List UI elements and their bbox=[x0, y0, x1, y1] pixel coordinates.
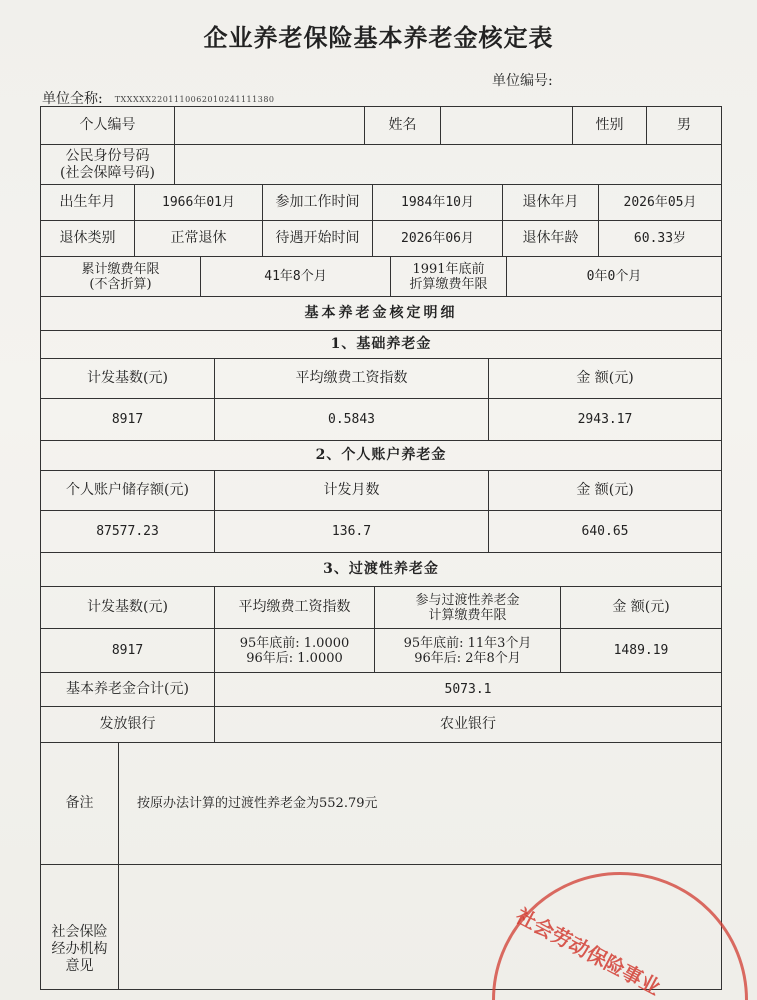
table-row bbox=[41, 511, 721, 553]
table-row bbox=[41, 107, 721, 145]
gender-value: 男 bbox=[677, 117, 691, 133]
birth-label: 出生年月 bbox=[41, 185, 135, 220]
citizen-id-value bbox=[175, 145, 721, 184]
benefit-start-label: 待遇开始时间 bbox=[263, 221, 373, 256]
transition-amount-header: 金 额(元) bbox=[612, 599, 670, 615]
official-seal-text: 社会劳动保险事业 bbox=[511, 903, 665, 1000]
transition-index-header: 平均缴费工资指数 bbox=[215, 587, 375, 628]
name-label: 姓名 bbox=[365, 107, 441, 144]
account-pension-title: 2、个人账户养老金 bbox=[315, 447, 447, 463]
contribution-years-label: 累计缴费年限 (不含折算) bbox=[41, 257, 201, 296]
account-amount-value: 640.65 bbox=[581, 524, 629, 539]
retire-type-value: 正常退休 bbox=[135, 221, 263, 256]
unit-name-value: TXXXXX2201110062010241111380 bbox=[114, 94, 275, 104]
benefit-start-value: 2026年06月 bbox=[373, 221, 503, 256]
table-row bbox=[41, 185, 721, 221]
contribution-years-value: 41年8个月 bbox=[201, 257, 391, 296]
retire-date-label: 退休年月 bbox=[503, 185, 599, 220]
table-row bbox=[41, 257, 721, 297]
table-row bbox=[41, 707, 721, 743]
personal-id-value bbox=[175, 107, 365, 144]
transition-base-value: 8917 bbox=[41, 629, 215, 672]
transition-pension-title: 3、过渡性养老金 bbox=[323, 561, 439, 577]
basic-amount-value: 2943.17 bbox=[577, 412, 633, 427]
account-amount-header: 金 额(元) bbox=[576, 482, 634, 498]
table-row bbox=[41, 441, 721, 471]
bank-value: 农业银行 bbox=[440, 716, 496, 732]
pre1991-years-value: 0年0个月 bbox=[586, 269, 642, 284]
remark-label: 备注 bbox=[41, 743, 119, 864]
table-row bbox=[41, 145, 721, 185]
table-row bbox=[41, 331, 721, 359]
unit-code-label: 单位编号: bbox=[492, 73, 553, 89]
transition-amount-value: 1489.19 bbox=[613, 643, 669, 658]
table-row bbox=[41, 221, 721, 257]
retire-age-label: 退休年龄 bbox=[503, 221, 599, 256]
table-row bbox=[41, 587, 721, 629]
basic-index-header: 平均缴费工资指数 bbox=[215, 359, 489, 398]
name-value bbox=[441, 107, 573, 144]
unit-name-label: 单位全称: bbox=[42, 91, 103, 107]
transition-years-header: 参与过渡性养老金 计算缴费年限 bbox=[375, 587, 561, 628]
table-row bbox=[41, 743, 721, 865]
basic-base-header: 计发基数(元) bbox=[41, 359, 215, 398]
table-row bbox=[41, 673, 721, 707]
basic-index-value: 0.5843 bbox=[215, 399, 489, 440]
retire-age-value: 60.33岁 bbox=[633, 231, 687, 246]
account-months-header: 计发月数 bbox=[215, 471, 489, 510]
account-months-value: 136.7 bbox=[215, 511, 489, 552]
transition-years-value: 95年底前: 11年3个月 96年后: 2年8个月 bbox=[375, 629, 561, 672]
table-row bbox=[41, 553, 721, 587]
bank-label: 发放银行 bbox=[41, 707, 215, 742]
table-row bbox=[41, 359, 721, 399]
transition-base-header: 计发基数(元) bbox=[41, 587, 215, 628]
form-table bbox=[40, 106, 722, 990]
citizen-id-label: 公民身份号码 (社会保障号码) bbox=[41, 145, 175, 184]
table-row bbox=[41, 471, 721, 511]
table-row bbox=[41, 629, 721, 673]
basic-pension-title: 1、基础养老金 bbox=[330, 336, 432, 352]
retire-type-label: 退休类别 bbox=[41, 221, 135, 256]
basic-base-value: 8917 bbox=[41, 399, 215, 440]
pre1991-years-label: 1991年底前 折算缴费年限 bbox=[391, 257, 507, 296]
retire-date-value: 2026年05月 bbox=[623, 195, 697, 210]
basic-amount-header: 金 额(元) bbox=[576, 370, 634, 386]
transition-index-value: 95年底前: 1.0000 96年后: 1.0000 bbox=[215, 629, 375, 672]
agency-opinion-label: 社会保险 经办机构 意见 bbox=[41, 865, 119, 989]
detail-section-title: 基本养老金核定明细 bbox=[304, 305, 458, 321]
gender-label: 性别 bbox=[573, 107, 647, 144]
work-start-value: 1984年10月 bbox=[373, 185, 503, 220]
work-start-label: 参加工作时间 bbox=[263, 185, 373, 220]
personal-id-label: 个人编号 bbox=[41, 107, 175, 144]
remark-text: 按原办法计算的过渡性养老金为552.79元 bbox=[137, 796, 378, 811]
table-row bbox=[41, 399, 721, 441]
form-title: 企业养老保险基本养老金核定表 bbox=[203, 23, 554, 52]
birth-value: 1966年01月 bbox=[135, 185, 263, 220]
account-balance-value: 87577.23 bbox=[41, 511, 215, 552]
total-label: 基本养老金合计(元) bbox=[41, 673, 215, 706]
total-value: 5073.1 bbox=[444, 682, 492, 697]
account-balance-header: 个人账户储存额(元) bbox=[41, 471, 215, 510]
table-row bbox=[41, 297, 721, 331]
unit-name bbox=[42, 88, 275, 108]
